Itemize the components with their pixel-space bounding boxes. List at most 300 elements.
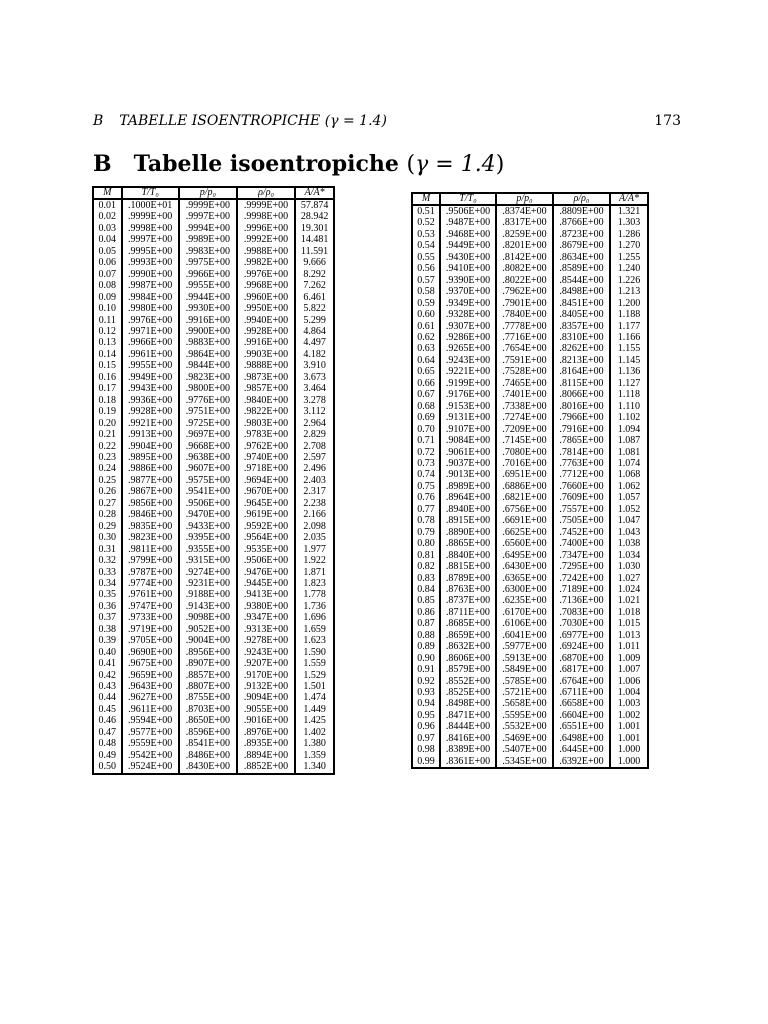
cell-area-ratio: 1.778 xyxy=(295,589,334,600)
cell-temp-ratio: .8471E+00 xyxy=(440,710,496,721)
cell-mach: 0.99 xyxy=(412,756,440,768)
cell-area-ratio: 3.464 xyxy=(295,383,334,394)
cell-mach: 0.47 xyxy=(93,727,122,738)
cell-area-ratio: 1.226 xyxy=(610,275,648,286)
cell-temp-ratio: .8711E+00 xyxy=(440,607,496,618)
cell-mach: 0.93 xyxy=(412,687,440,698)
table-row xyxy=(412,458,648,469)
table-row xyxy=(93,418,334,429)
cell-temp-ratio: .9835E+00 xyxy=(122,521,179,532)
cell-mach: 0.25 xyxy=(93,475,122,486)
cell-area-ratio: 1.030 xyxy=(610,561,648,572)
cell-mach: 0.61 xyxy=(412,321,440,332)
cell-temp-ratio: .9328E+00 xyxy=(440,309,496,320)
table-row xyxy=(93,429,334,440)
table-row xyxy=(412,366,648,377)
cell-mach: 0.71 xyxy=(412,435,440,446)
cell-area-ratio: 2.964 xyxy=(295,418,334,429)
cell-density-ratio: .9903E+00 xyxy=(237,349,295,360)
cell-pressure-ratio: .9900E+00 xyxy=(179,326,237,337)
cell-density-ratio: .9413E+00 xyxy=(237,589,295,600)
cell-area-ratio: 1.002 xyxy=(610,710,648,721)
cell-temp-ratio: .9811E+00 xyxy=(122,544,179,555)
cell-density-ratio: .9506E+00 xyxy=(237,555,295,566)
cell-temp-ratio: .9037E+00 xyxy=(440,458,496,469)
cell-mach: 0.57 xyxy=(412,275,440,286)
cell-temp-ratio: .9153E+00 xyxy=(440,401,496,412)
cell-area-ratio: 1.087 xyxy=(610,435,648,446)
cell-mach: 0.54 xyxy=(412,240,440,251)
cell-pressure-ratio: .5532E+00 xyxy=(496,721,553,732)
cell-mach: 0.14 xyxy=(93,349,122,360)
cell-pressure-ratio: .9355E+00 xyxy=(179,544,237,555)
cell-mach: 0.11 xyxy=(93,315,122,326)
cell-pressure-ratio: .7778E+00 xyxy=(496,321,553,332)
cell-pressure-ratio: .9668E+00 xyxy=(179,441,237,452)
cell-density-ratio: .9170E+00 xyxy=(237,670,295,681)
cell-density-ratio: .9055E+00 xyxy=(237,704,295,715)
cell-temp-ratio: .9627E+00 xyxy=(122,692,179,703)
cell-temp-ratio: .9761E+00 xyxy=(122,589,179,600)
cell-mach: 0.03 xyxy=(93,223,122,234)
cell-temp-ratio: .9176E+00 xyxy=(440,389,496,400)
cell-mach: 0.66 xyxy=(412,378,440,389)
cell-pressure-ratio: .9541E+00 xyxy=(179,486,237,497)
col-header-area-ratio: A/A* xyxy=(610,193,648,205)
cell-density-ratio: .7966E+00 xyxy=(553,412,610,423)
cell-density-ratio: .9940E+00 xyxy=(237,315,295,326)
cell-density-ratio: .9016E+00 xyxy=(237,715,295,726)
cell-area-ratio: 3.910 xyxy=(295,360,334,371)
table-row xyxy=(93,223,334,234)
cell-pressure-ratio: .8082E+00 xyxy=(496,263,553,274)
cell-density-ratio: .9762E+00 xyxy=(237,441,295,452)
table-row xyxy=(412,343,648,354)
cell-density-ratio: .9535E+00 xyxy=(237,544,295,555)
cell-area-ratio: 1.034 xyxy=(610,550,648,561)
cell-area-ratio: 1.823 xyxy=(295,578,334,589)
cell-density-ratio: .8213E+00 xyxy=(553,355,610,366)
cell-area-ratio: 1.024 xyxy=(610,584,648,595)
cell-mach: 0.42 xyxy=(93,670,122,681)
cell-pressure-ratio: .7591E+00 xyxy=(496,355,553,366)
cell-mach: 0.13 xyxy=(93,337,122,348)
cell-mach: 0.67 xyxy=(412,389,440,400)
table-row xyxy=(93,234,334,245)
cell-density-ratio: .6711E+00 xyxy=(553,687,610,698)
cell-pressure-ratio: .7145E+00 xyxy=(496,435,553,446)
cell-area-ratio: 2.403 xyxy=(295,475,334,486)
cell-temp-ratio: .9936E+00 xyxy=(122,395,179,406)
cell-area-ratio: 1.321 xyxy=(610,205,648,217)
cell-density-ratio: .9783E+00 xyxy=(237,429,295,440)
cell-pressure-ratio: .5785E+00 xyxy=(496,676,553,687)
cell-area-ratio: 6.461 xyxy=(295,292,334,303)
cell-area-ratio: 4.864 xyxy=(295,326,334,337)
cell-pressure-ratio: .9944E+00 xyxy=(179,292,237,303)
cell-density-ratio: .7916E+00 xyxy=(553,424,610,435)
running-head-letter: B xyxy=(93,113,104,129)
cell-mach: 0.46 xyxy=(93,715,122,726)
cell-mach: 0.41 xyxy=(93,658,122,669)
table-row xyxy=(93,211,334,222)
cell-pressure-ratio: .6041E+00 xyxy=(496,630,553,641)
cell-mach: 0.68 xyxy=(412,401,440,412)
cell-temp-ratio: .9966E+00 xyxy=(122,337,179,348)
cell-density-ratio: .9670E+00 xyxy=(237,486,295,497)
cell-temp-ratio: .8763E+00 xyxy=(440,584,496,595)
cell-temp-ratio: .8685E+00 xyxy=(440,618,496,629)
cell-temp-ratio: .9987E+00 xyxy=(122,280,179,291)
cell-mach: 0.53 xyxy=(412,229,440,240)
cell-density-ratio: .7400E+00 xyxy=(553,538,610,549)
cell-density-ratio: .7609E+00 xyxy=(553,492,610,503)
cell-mach: 0.07 xyxy=(93,269,122,280)
cell-mach: 0.17 xyxy=(93,383,122,394)
table-row xyxy=(93,257,334,268)
cell-area-ratio: 1.006 xyxy=(610,676,648,687)
cell-temp-ratio: .8525E+00 xyxy=(440,687,496,698)
cell-temp-ratio: .9719E+00 xyxy=(122,624,179,635)
cell-density-ratio: .9873E+00 xyxy=(237,372,295,383)
cell-pressure-ratio: .9274E+00 xyxy=(179,567,237,578)
table-row xyxy=(93,315,334,326)
cell-pressure-ratio: .8807E+00 xyxy=(179,681,237,692)
cell-pressure-ratio: .9098E+00 xyxy=(179,612,237,623)
table-row xyxy=(93,567,334,578)
cell-temp-ratio: .9061E+00 xyxy=(440,447,496,458)
cell-pressure-ratio: .9930E+00 xyxy=(179,303,237,314)
table-row xyxy=(412,698,648,709)
cell-mach: 0.26 xyxy=(93,486,122,497)
isentropic-table-left xyxy=(92,186,335,775)
table-row xyxy=(93,292,334,303)
cell-density-ratio: .9999E+00 xyxy=(237,199,295,211)
cell-area-ratio: 5.299 xyxy=(295,315,334,326)
cell-density-ratio: .7712E+00 xyxy=(553,469,610,480)
table-row xyxy=(412,321,648,332)
cell-area-ratio: 2.166 xyxy=(295,509,334,520)
table-row xyxy=(412,240,648,251)
cell-temp-ratio: .8444E+00 xyxy=(440,721,496,732)
cell-temp-ratio: .9370E+00 xyxy=(440,286,496,297)
cell-mach: 0.34 xyxy=(93,578,122,589)
cell-temp-ratio: .9997E+00 xyxy=(122,234,179,245)
cell-pressure-ratio: .6691E+00 xyxy=(496,515,553,526)
cell-area-ratio: 28.942 xyxy=(295,211,334,222)
cell-pressure-ratio: .9575E+00 xyxy=(179,475,237,486)
table-row xyxy=(412,618,648,629)
cell-pressure-ratio: .9433E+00 xyxy=(179,521,237,532)
table-row xyxy=(93,658,334,669)
cell-mach: 0.32 xyxy=(93,555,122,566)
cell-area-ratio: 3.112 xyxy=(295,406,334,417)
table-row xyxy=(412,756,648,768)
cell-area-ratio: 1.659 xyxy=(295,624,334,635)
cell-density-ratio: .8164E+00 xyxy=(553,366,610,377)
cell-temp-ratio: .9221E+00 xyxy=(440,366,496,377)
table-row xyxy=(93,681,334,692)
cell-mach: 0.38 xyxy=(93,624,122,635)
cell-density-ratio: .9988E+00 xyxy=(237,246,295,257)
cell-mach: 0.86 xyxy=(412,607,440,618)
cell-temp-ratio: .9867E+00 xyxy=(122,486,179,497)
cell-area-ratio: 1.696 xyxy=(295,612,334,623)
cell-area-ratio: 1.188 xyxy=(610,309,648,320)
table-row xyxy=(93,372,334,383)
table-row xyxy=(412,595,648,606)
cell-pressure-ratio: .9823E+00 xyxy=(179,372,237,383)
cell-density-ratio: .8894E+00 xyxy=(237,750,295,761)
section-title-text: Tabelle isoentropiche xyxy=(133,151,399,177)
cell-area-ratio: 1.015 xyxy=(610,618,648,629)
cell-mach: 0.01 xyxy=(93,199,122,211)
cell-pressure-ratio: .7016E+00 xyxy=(496,458,553,469)
cell-area-ratio: 1.102 xyxy=(610,412,648,423)
cell-mach: 0.52 xyxy=(412,217,440,228)
cell-mach: 0.05 xyxy=(93,246,122,257)
cell-mach: 0.64 xyxy=(412,355,440,366)
cell-density-ratio: .8357E+00 xyxy=(553,321,610,332)
cell-area-ratio: 1.474 xyxy=(295,692,334,703)
cell-temp-ratio: .9823E+00 xyxy=(122,532,179,543)
cell-pressure-ratio: .6821E+00 xyxy=(496,492,553,503)
cell-pressure-ratio: .9052E+00 xyxy=(179,624,237,635)
running-head-title: TABELLE ISOENTROPICHE (γ = 1.4) xyxy=(119,113,387,129)
cell-mach: 0.65 xyxy=(412,366,440,377)
cell-density-ratio: .9243E+00 xyxy=(237,647,295,658)
cell-area-ratio: 1.359 xyxy=(295,750,334,761)
cell-pressure-ratio: .7901E+00 xyxy=(496,298,553,309)
cell-density-ratio: .9278E+00 xyxy=(237,635,295,646)
cell-pressure-ratio: .5595E+00 xyxy=(496,710,553,721)
cell-area-ratio: 1.000 xyxy=(610,756,648,768)
cell-mach: 0.75 xyxy=(412,481,440,492)
cell-density-ratio: .9916E+00 xyxy=(237,337,295,348)
cell-density-ratio: .9645E+00 xyxy=(237,498,295,509)
table-row xyxy=(412,217,648,228)
table-row xyxy=(412,515,648,526)
cell-density-ratio: .6392E+00 xyxy=(553,756,610,768)
cell-density-ratio: .9718E+00 xyxy=(237,463,295,474)
cell-density-ratio: .9996E+00 xyxy=(237,223,295,234)
cell-pressure-ratio: .8703E+00 xyxy=(179,704,237,715)
col-header-density-ratio: ρ/ρ₀ xyxy=(237,187,295,199)
cell-area-ratio: 9.666 xyxy=(295,257,334,268)
cell-area-ratio: 1.118 xyxy=(610,389,648,400)
table-row xyxy=(93,647,334,658)
cell-pressure-ratio: .9004E+00 xyxy=(179,635,237,646)
cell-temp-ratio: .9265E+00 xyxy=(440,343,496,354)
cell-pressure-ratio: .5977E+00 xyxy=(496,641,553,652)
cell-pressure-ratio: .5469E+00 xyxy=(496,733,553,744)
cell-pressure-ratio: .7716E+00 xyxy=(496,332,553,343)
cell-area-ratio: 1.068 xyxy=(610,469,648,480)
cell-density-ratio: .9132E+00 xyxy=(237,681,295,692)
cell-mach: 0.87 xyxy=(412,618,440,629)
cell-mach: 0.59 xyxy=(412,298,440,309)
cell-pressure-ratio: .7654E+00 xyxy=(496,343,553,354)
cell-area-ratio: 1.402 xyxy=(295,727,334,738)
cell-density-ratio: .6551E+00 xyxy=(553,721,610,732)
cell-pressure-ratio: .6170E+00 xyxy=(496,607,553,618)
cell-temp-ratio: .9524E+00 xyxy=(122,761,179,773)
cell-area-ratio: 1.047 xyxy=(610,515,648,526)
cell-pressure-ratio: .5658E+00 xyxy=(496,698,553,709)
table-row xyxy=(412,481,648,492)
cell-pressure-ratio: .9975E+00 xyxy=(179,257,237,268)
cell-density-ratio: .9380E+00 xyxy=(237,601,295,612)
cell-density-ratio: .8852E+00 xyxy=(237,761,295,773)
table-row xyxy=(412,744,648,755)
table-row xyxy=(93,463,334,474)
table-row xyxy=(412,630,648,641)
cell-area-ratio: 1.155 xyxy=(610,343,648,354)
col-header-area-ratio: A/A* xyxy=(295,187,334,199)
table-row xyxy=(412,527,648,538)
cell-pressure-ratio: .8259E+00 xyxy=(496,229,553,240)
cell-area-ratio: 1.003 xyxy=(610,698,648,709)
cell-density-ratio: .7865E+00 xyxy=(553,435,610,446)
cell-temp-ratio: .9943E+00 xyxy=(122,383,179,394)
cell-mach: 0.19 xyxy=(93,406,122,417)
table-row xyxy=(93,498,334,509)
cell-pressure-ratio: .9844E+00 xyxy=(179,360,237,371)
cell-mach: 0.90 xyxy=(412,653,440,664)
table-row xyxy=(412,550,648,561)
cell-temp-ratio: .9877E+00 xyxy=(122,475,179,486)
cell-density-ratio: .7763E+00 xyxy=(553,458,610,469)
cell-area-ratio: 4.182 xyxy=(295,349,334,360)
table-row xyxy=(93,486,334,497)
table-row xyxy=(412,653,648,664)
cell-mach: 0.81 xyxy=(412,550,440,561)
cell-mach: 0.40 xyxy=(93,647,122,658)
cell-pressure-ratio: .6560E+00 xyxy=(496,538,553,549)
cell-pressure-ratio: .7209E+00 xyxy=(496,424,553,435)
cell-mach: 0.31 xyxy=(93,544,122,555)
cell-temp-ratio: .9961E+00 xyxy=(122,349,179,360)
cell-pressure-ratio: .9697E+00 xyxy=(179,429,237,440)
cell-area-ratio: 1.043 xyxy=(610,527,648,538)
cell-area-ratio: 1.449 xyxy=(295,704,334,715)
cell-temp-ratio: .9886E+00 xyxy=(122,463,179,474)
cell-mach: 0.63 xyxy=(412,343,440,354)
cell-temp-ratio: .9131E+00 xyxy=(440,412,496,423)
table-row xyxy=(93,670,334,681)
cell-density-ratio: .6817E+00 xyxy=(553,664,610,675)
table-row xyxy=(93,521,334,532)
cell-mach: 0.10 xyxy=(93,303,122,314)
cell-pressure-ratio: .9751E+00 xyxy=(179,406,237,417)
cell-pressure-ratio: .5913E+00 xyxy=(496,653,553,664)
cell-pressure-ratio: .7080E+00 xyxy=(496,447,553,458)
cell-density-ratio: .9476E+00 xyxy=(237,567,295,578)
table-row xyxy=(93,441,334,452)
cell-density-ratio: .6658E+00 xyxy=(553,698,610,709)
cell-density-ratio: .7295E+00 xyxy=(553,561,610,572)
cell-pressure-ratio: .9999E+00 xyxy=(179,199,237,211)
cell-temp-ratio: .9410E+00 xyxy=(440,263,496,274)
table-row xyxy=(412,205,648,217)
page-number: 173 xyxy=(654,113,681,129)
cell-area-ratio: 14.481 xyxy=(295,234,334,245)
cell-temp-ratio: .9643E+00 xyxy=(122,681,179,692)
cell-area-ratio: 1.240 xyxy=(610,263,648,274)
cell-density-ratio: .7505E+00 xyxy=(553,515,610,526)
cell-pressure-ratio: .9315E+00 xyxy=(179,555,237,566)
col-header-mach: M xyxy=(412,193,440,205)
cell-temp-ratio: .9928E+00 xyxy=(122,406,179,417)
cell-mach: 0.44 xyxy=(93,692,122,703)
cell-pressure-ratio: .8486E+00 xyxy=(179,750,237,761)
cell-pressure-ratio: .9864E+00 xyxy=(179,349,237,360)
cell-area-ratio: 1.001 xyxy=(610,721,648,732)
table-row xyxy=(412,401,648,412)
table-row xyxy=(412,687,648,698)
cell-area-ratio: 2.098 xyxy=(295,521,334,532)
cell-mach: 0.58 xyxy=(412,286,440,297)
cell-temp-ratio: .9107E+00 xyxy=(440,424,496,435)
table-row xyxy=(93,395,334,406)
cell-density-ratio: .8766E+00 xyxy=(553,217,610,228)
col-header-temp-ratio: T/T₀ xyxy=(122,187,179,199)
cell-area-ratio: 1.011 xyxy=(610,641,648,652)
table-row xyxy=(412,435,648,446)
section-title xyxy=(93,151,504,177)
cell-temp-ratio: .8940E+00 xyxy=(440,504,496,515)
cell-temp-ratio: .8789E+00 xyxy=(440,573,496,584)
cell-pressure-ratio: .5407E+00 xyxy=(496,744,553,755)
cell-pressure-ratio: .6625E+00 xyxy=(496,527,553,538)
cell-temp-ratio: .9659E+00 xyxy=(122,670,179,681)
cell-temp-ratio: .9594E+00 xyxy=(122,715,179,726)
cell-mach: 0.16 xyxy=(93,372,122,383)
cell-temp-ratio: .9971E+00 xyxy=(122,326,179,337)
cell-density-ratio: .8589E+00 xyxy=(553,263,610,274)
cell-mach: 0.43 xyxy=(93,681,122,692)
cell-temp-ratio: .9999E+00 xyxy=(122,211,179,222)
cell-mach: 0.24 xyxy=(93,463,122,474)
cell-mach: 0.72 xyxy=(412,447,440,458)
table-row xyxy=(412,389,648,400)
cell-area-ratio: 7.262 xyxy=(295,280,334,291)
cell-pressure-ratio: .8430E+00 xyxy=(179,761,237,773)
table-row xyxy=(93,750,334,761)
cell-temp-ratio: .8361E+00 xyxy=(440,756,496,768)
cell-area-ratio: 1.303 xyxy=(610,217,648,228)
cell-density-ratio: .7814E+00 xyxy=(553,447,610,458)
cell-temp-ratio: .9506E+00 xyxy=(440,205,496,217)
cell-density-ratio: .7557E+00 xyxy=(553,504,610,515)
cell-mach: 0.79 xyxy=(412,527,440,538)
cell-density-ratio: .7452E+00 xyxy=(553,527,610,538)
cell-temp-ratio: .9774E+00 xyxy=(122,578,179,589)
cell-temp-ratio: .8498E+00 xyxy=(440,698,496,709)
table-row xyxy=(93,509,334,520)
cell-temp-ratio: .8659E+00 xyxy=(440,630,496,641)
cell-mach: 0.74 xyxy=(412,469,440,480)
table-row xyxy=(93,589,334,600)
cell-temp-ratio: .9286E+00 xyxy=(440,332,496,343)
cell-density-ratio: .9950E+00 xyxy=(237,303,295,314)
cell-temp-ratio: .9949E+00 xyxy=(122,372,179,383)
cell-density-ratio: .9207E+00 xyxy=(237,658,295,669)
cell-mach: 0.23 xyxy=(93,452,122,463)
cell-temp-ratio: .9995E+00 xyxy=(122,246,179,257)
cell-mach: 0.98 xyxy=(412,744,440,755)
table-row xyxy=(412,252,648,263)
